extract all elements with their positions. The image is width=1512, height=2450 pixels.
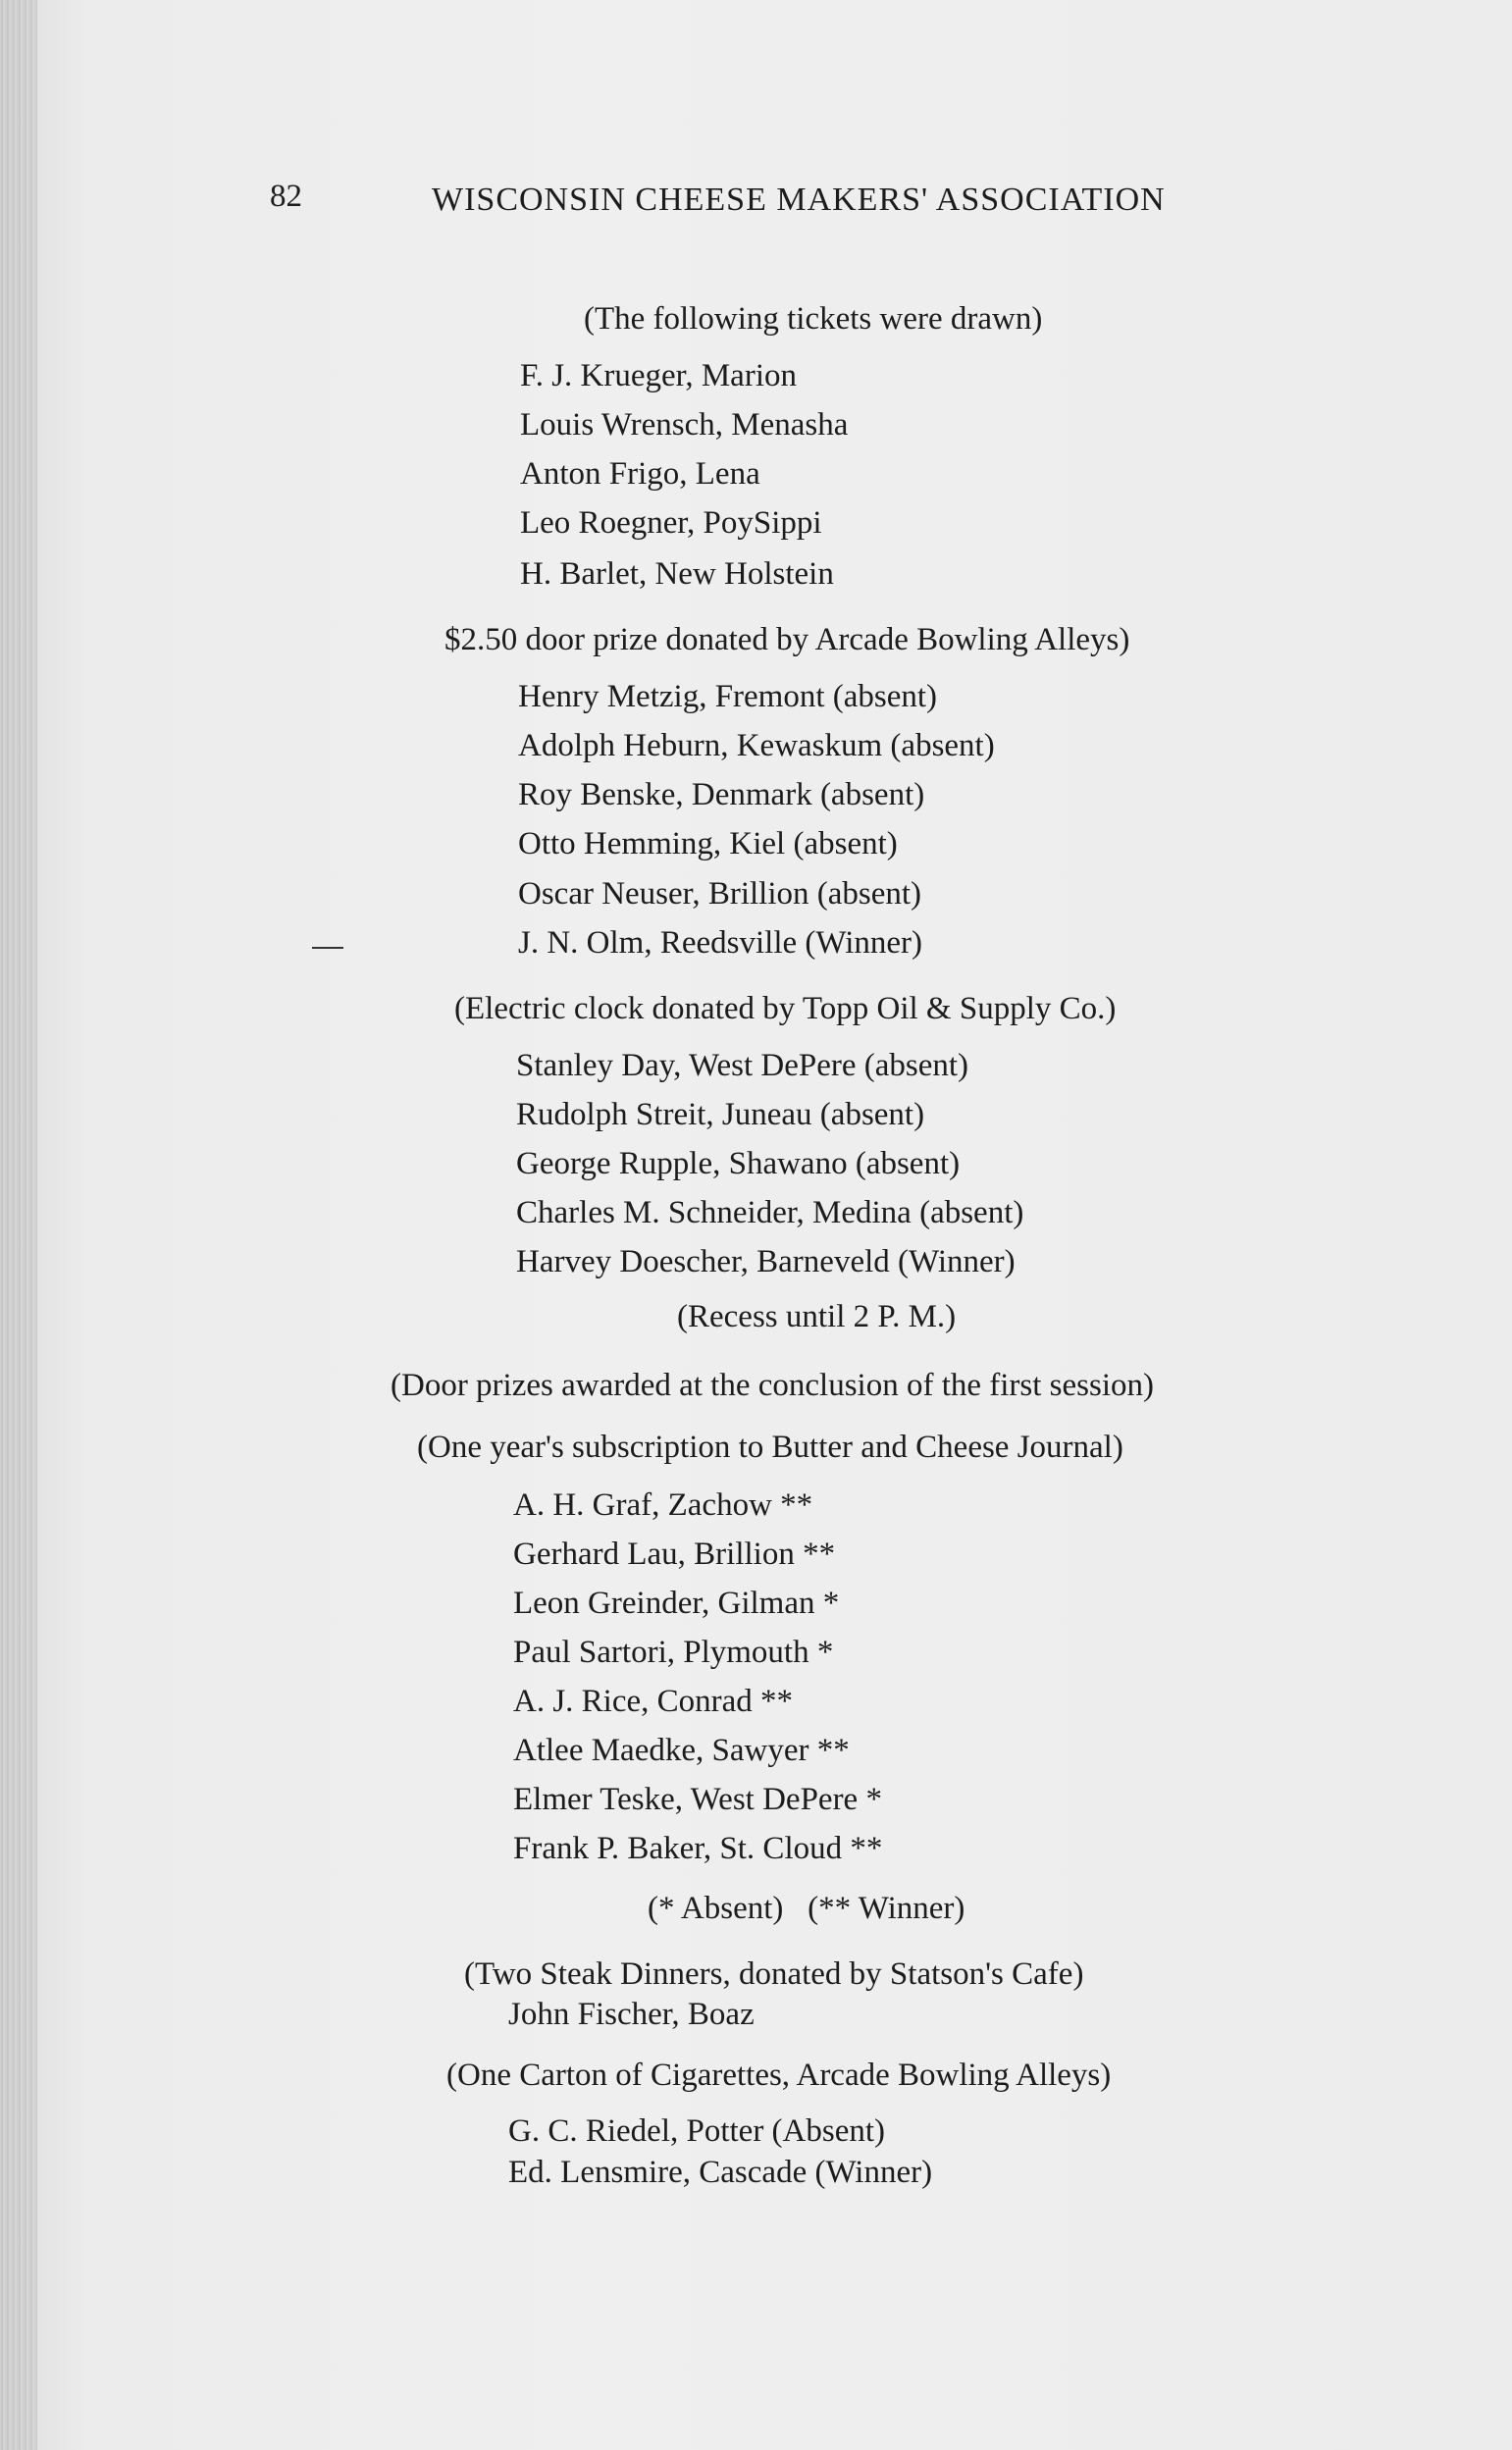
list-item: Leon Greinder, Gilman * [513, 1586, 840, 1621]
list-item: Rudolph Streit, Juneau (absent) [516, 1097, 925, 1132]
running-head: WISCONSIN CHEESE MAKERS' ASSOCIATION [432, 182, 1166, 218]
list-item: John Fischer, Boaz [508, 1997, 755, 2032]
list-item: Stanley Day, West DePere (absent) [516, 1048, 969, 1083]
section-heading: (Two Steak Dinners, donated by Statson's Cafe) [464, 1956, 1084, 1992]
page-number: 82 [270, 179, 302, 214]
section-heading: (One Carton of Cigarettes, Arcade Bowling Alleys) [446, 2058, 1112, 2093]
section-heading: (Door prizes awarded at the conclusion of the first session) [391, 1368, 1155, 1403]
page-binding-edge [0, 0, 37, 2450]
list-item: Anton Frigo, Lena [520, 456, 760, 492]
section-heading: (The following tickets were drawn) [584, 301, 1043, 337]
legend-note: (* Absent) (** Winner) [648, 1891, 965, 1926]
list-item: Louis Wrensch, Menasha [520, 407, 849, 443]
list-item: Paul Sartori, Plymouth * [513, 1635, 834, 1670]
list-item: Leo Roegner, PoySippi [520, 505, 822, 541]
list-item: George Rupple, Shawano (absent) [516, 1146, 961, 1181]
section-heading: $2.50 door prize donated by Arcade Bowling Alleys) [444, 622, 1130, 657]
recess-note: (Recess until 2 P. M.) [677, 1299, 957, 1334]
list-item: G. C. Riedel, Potter (Absent) [508, 2113, 886, 2149]
list-item: A. H. Graf, Zachow ** [513, 1487, 813, 1523]
list-item: Roy Benske, Denmark (absent) [518, 777, 925, 812]
list-item: Elmer Teske, West DePere * [513, 1782, 882, 1817]
section-heading: (One year's subscription to Butter and Cheese Journal) [417, 1430, 1123, 1465]
margin-dash-mark [312, 947, 343, 949]
list-item: Henry Metzig, Fremont (absent) [518, 679, 938, 714]
list-item: Otto Hemming, Kiel (absent) [518, 826, 898, 861]
list-item: H. Barlet, New Holstein [520, 556, 834, 592]
list-item: F. J. Krueger, Marion [520, 358, 797, 393]
list-item: J. N. Olm, Reedsville (Winner) [518, 925, 923, 961]
list-item: Frank P. Baker, St. Cloud ** [513, 1831, 883, 1866]
section-heading: (Electric clock donated by Topp Oil & Supply Co.) [454, 991, 1117, 1026]
list-item: Gerhard Lau, Brillion ** [513, 1537, 836, 1572]
list-item: Oscar Neuser, Brillion (absent) [518, 876, 922, 912]
list-item: Charles M. Schneider, Medina (absent) [516, 1195, 1024, 1230]
list-item: Atlee Maedke, Sawyer ** [513, 1733, 850, 1768]
list-item: A. J. Rice, Conrad ** [513, 1684, 794, 1719]
list-item: Harvey Doescher, Barneveld (Winner) [516, 1244, 1016, 1279]
list-item: Adolph Heburn, Kewaskum (absent) [518, 728, 995, 763]
list-item: Ed. Lensmire, Cascade (Winner) [508, 2155, 933, 2190]
